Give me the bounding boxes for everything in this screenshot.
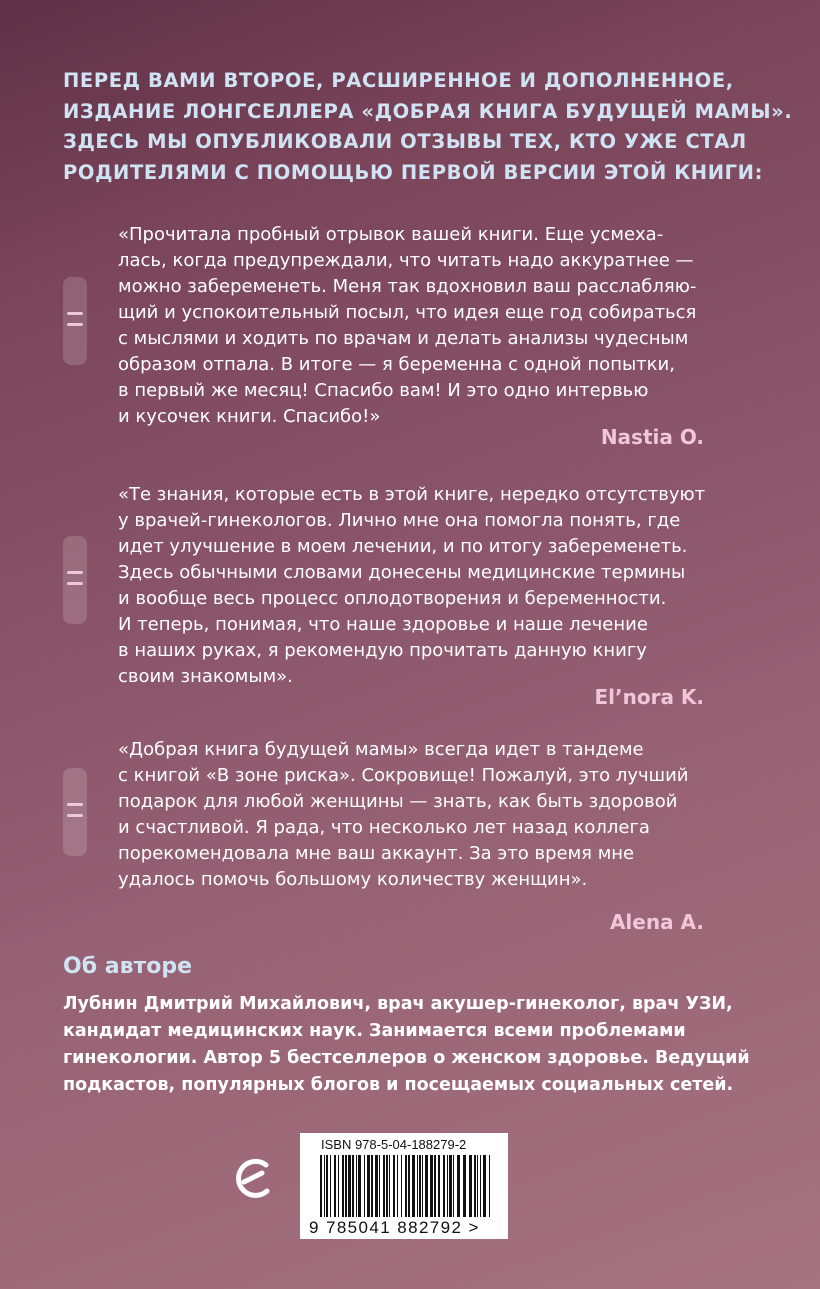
review-line: удалось помочь большому количеству женщин». (118, 869, 588, 890)
barcode-bar (480, 1155, 481, 1217)
barcode-bar (383, 1155, 385, 1217)
review-line: и кусочек книги. Спасибо!» (118, 406, 381, 427)
review-line: лась, когда предупреждали, что читать надо аккуратнее — (118, 250, 694, 271)
review-line: идет улучшение в моем лечении, и по итогу забеременеть. (118, 536, 688, 557)
barcode-bar (434, 1155, 436, 1217)
review-line: с мыслями и ходить по врачам и делать анализы чудесным (118, 328, 689, 349)
barcode-bar (371, 1155, 373, 1217)
review-quote (118, 737, 738, 893)
about-line: подкастов, популярных блогов и посещаемых социальных сетей. (63, 1075, 734, 1095)
barcode-bar (397, 1155, 398, 1217)
review-line: «Добрая книга будущей мамы» всегда идет в тандеме (118, 739, 644, 760)
barcode-bar (358, 1155, 361, 1217)
barcode-bar (477, 1155, 478, 1217)
intro-line: ПЕРЕД ВАМИ ВТОРОЕ, РАСШИРЕННОЕ И ДОПОЛНЕННОЕ, (63, 69, 734, 92)
review-line: с книгой «В зоне риска». Сокровище! Пожалуй, это лучший (118, 765, 689, 786)
barcode-bar (412, 1155, 415, 1217)
barcode-bar (352, 1155, 354, 1217)
review-line: «Прочитала пробный отрывок вашей книги. Еще усмеха- (118, 224, 664, 245)
barcode-bar (474, 1155, 476, 1217)
barcode-bar (453, 1155, 454, 1217)
barcode-bar (326, 1155, 328, 1217)
barcode-bar (379, 1155, 380, 1217)
barcode-bar (425, 1155, 428, 1217)
about-author-text (63, 991, 763, 1099)
barcode-bars (320, 1155, 492, 1217)
barcode-bar (463, 1155, 466, 1217)
barcode-bar (447, 1155, 448, 1217)
barcode-bar (389, 1155, 390, 1217)
review-line: щий и успокоительный посыл, что идея еще год собираться (118, 302, 697, 323)
intro-line: ЗДЕСЬ МЫ ОПУБЛИКОВАЛИ ОТЗЫВЫ ТЕХ, КТО УЖЕ СТАЛ (63, 130, 747, 153)
barcode-bar (469, 1155, 472, 1217)
about-line: гинекологии. Автор 5 бестселлеров о женском здоровье. Ведущий (63, 1048, 750, 1068)
isbn-barcode (300, 1133, 508, 1239)
review-line: «Те знания, которые есть в этой книге, нередко отсутствуют (118, 484, 706, 505)
barcode-bar (342, 1155, 344, 1217)
intro-line: РОДИТЕЛЯМИ С ПОМОЩЬЮ ПЕРВОЙ ВЕРСИИ ЭТОЙ КНИГИ: (63, 160, 763, 184)
pregnancy-test-icon (63, 277, 87, 365)
barcode-bar (386, 1155, 388, 1217)
about-line: кандидат медицинских наук. Занимается всеми проблемами (63, 1021, 686, 1041)
barcode-bar (364, 1155, 365, 1217)
barcode-bar (345, 1155, 347, 1217)
about-author-heading: Об авторе (63, 954, 193, 979)
barcode-bar (334, 1155, 336, 1217)
barcode-bar (375, 1155, 378, 1217)
review-line: у врачей-гинекологов. Лично мне она помогла понять, где (118, 510, 681, 531)
barcode-bar (393, 1155, 395, 1217)
review-author: El’nora K. (594, 685, 704, 709)
intro-text (63, 66, 793, 188)
barcode-bar (438, 1155, 440, 1217)
about-line: Лубнин Дмитрий Михайлович, врач акушер-гинеколог, врач УЗИ, (63, 994, 733, 1014)
barcode-bar (489, 1155, 490, 1217)
barcode-bar (401, 1155, 402, 1217)
barcode-bar (422, 1155, 423, 1217)
review-line: образом отпала. В итоге — я беременна с одной попытки, (118, 354, 675, 375)
barcode-bar (356, 1155, 357, 1217)
review-line: подарок для любой женщины — знать, как быть здоровой (118, 791, 678, 812)
review-line: в наших руках, я рекомендую прочитать данную книгу (118, 640, 647, 661)
review-quote (118, 482, 738, 690)
barcode-bar (417, 1155, 418, 1217)
barcode-bar (483, 1155, 486, 1217)
review-line: Здесь обычными словами донесены медицинские термины (118, 562, 686, 583)
ean-digits: 9 785041 882792 > (309, 1218, 480, 1237)
review-author: Alena A. (609, 910, 704, 934)
barcode-bar (408, 1155, 410, 1217)
barcode-bar (405, 1155, 407, 1217)
intro-line: ИЗДАНИЕ ЛОНГСЕЛЛЕРА «ДОБРАЯ КНИГА БУДУЩЕЙ МАМЫ». (63, 99, 793, 123)
barcode-bar (443, 1155, 445, 1217)
pregnancy-test-icon (63, 536, 87, 624)
review-author: Nastia O. (600, 425, 704, 449)
review-line: порекомендовала мне ваш аккаунт. За это время мне (118, 843, 635, 864)
barcode-bar (348, 1155, 351, 1217)
review-line: в первый же месяц! Спасибо вам! И это одно интервью (118, 380, 649, 401)
eksmo-logo-icon (232, 1157, 274, 1201)
review-line: своим знакомым». (118, 666, 293, 687)
isbn-label: ISBN 978-5-04-188279-2 (321, 1137, 467, 1152)
review-line: и счастливой. Я рада, что несколько лет назад коллега (118, 817, 650, 838)
barcode-bar (430, 1155, 433, 1217)
barcode-bar (338, 1155, 339, 1217)
review-quote (118, 222, 738, 430)
pregnancy-test-icon (63, 768, 87, 856)
review-line: и вообще весь процесс оплодотворения и беременности. (118, 588, 667, 609)
barcode-bar (330, 1155, 331, 1217)
review-line: можно забеременеть. Меня так вдохновил ваш расслабляю- (118, 276, 697, 297)
barcode-bar (367, 1155, 370, 1217)
barcode-bar (324, 1155, 325, 1217)
barcode-bar (419, 1155, 421, 1217)
barcode-bar (449, 1155, 452, 1217)
barcode-bar (457, 1155, 460, 1217)
barcode-bar (320, 1155, 322, 1217)
review-line: И теперь, понимая, что наше здоровье и наше лечение (118, 614, 648, 635)
